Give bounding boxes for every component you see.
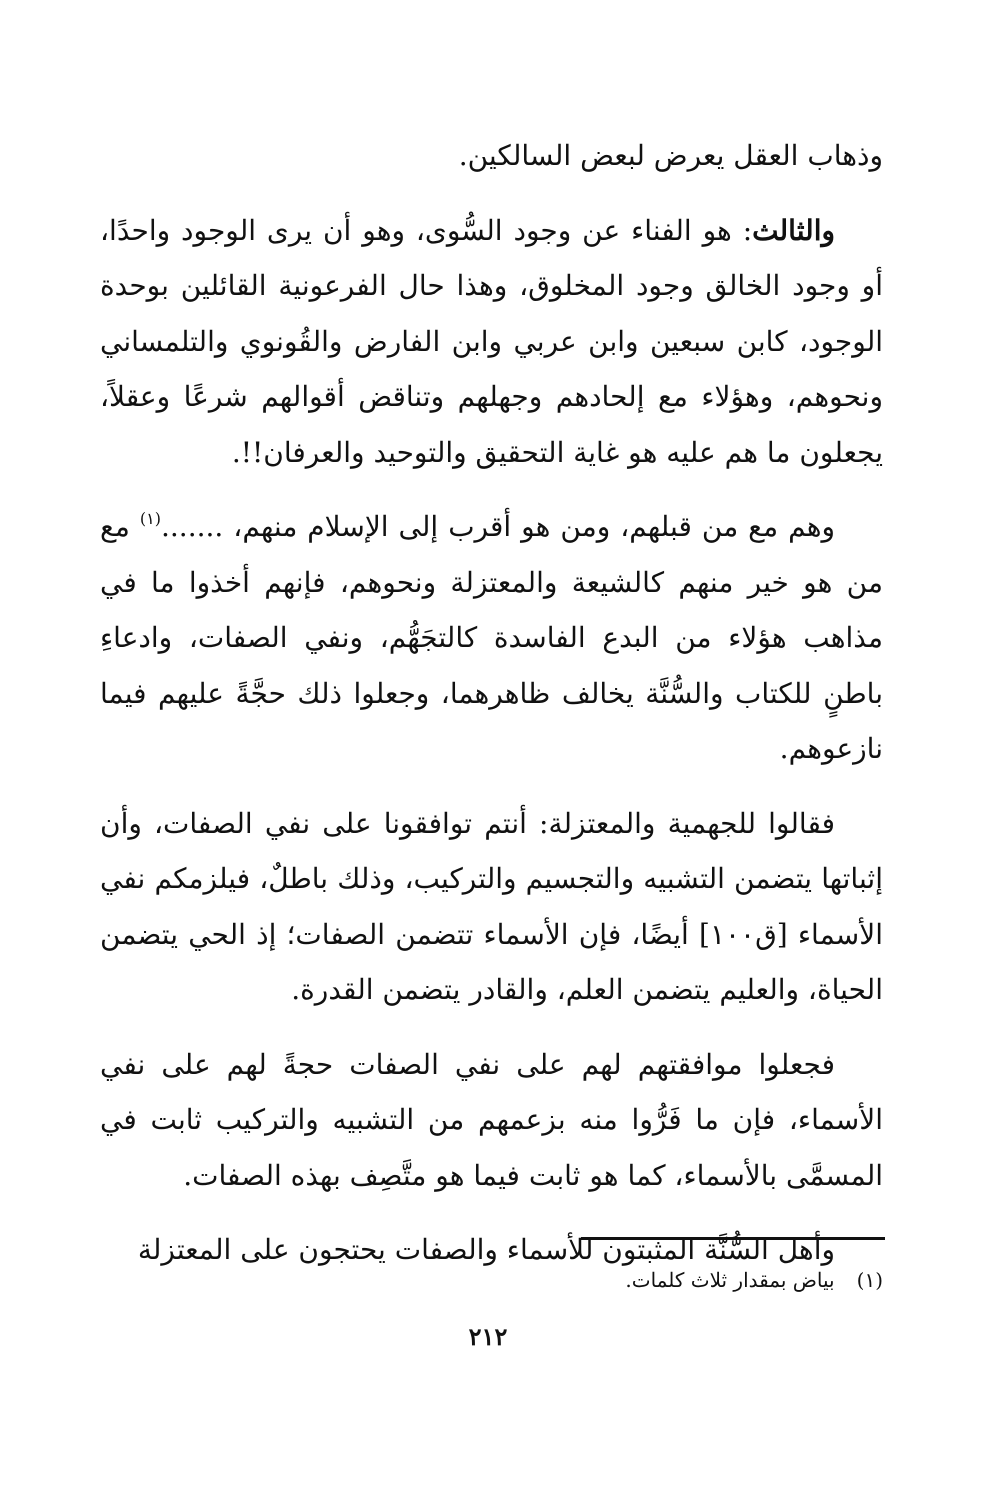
paragraph-3-rest: مع من هو خير منهم كالشيعة والمعتزلة ونحوهم، فإنهم أخذوا ما في مذاهب هؤلاء من البدع الفاسدة كالتجَهُّم، ونفي الصفات، وادعاءِ باطنٍ للكتاب والسُّنَّة يخالف ظاهرهما، وجعلوا ذلك حجَّةً عليهم فيما نازعوهم.	[100, 510, 883, 765]
footnote	[625, 1262, 883, 1298]
paragraph-2-label: والثالث	[752, 213, 835, 247]
main-text	[100, 128, 883, 1278]
paragraph-4	[100, 796, 883, 1018]
footnote-separator	[581, 1237, 885, 1240]
paragraph-4-text: فقالوا للجهمية والمعتزلة: أنتم توافقونا على نفي الصفات، وأن إثباتها يتضمن التشبيه والتجسيم والتركيب، وذلك باطلٌ، فيلزمكم نفي الأسماء [ق١٠٠] أيضًا، فإن الأسماء تتضمن الصفات؛ إذ الحي يتضمن الحياة، والعليم يتضمن العلم، والقادر يتضمن القدرة.	[100, 806, 883, 1006]
footnote-reference: (١)	[139, 509, 161, 528]
paragraph-3	[100, 499, 883, 777]
paragraph-6-text: وأهل السُّنَّة المثبتون للأسماء والصفات يحتجون على المعتزلة	[137, 1233, 835, 1266]
paragraph-5-text: فجعلوا موافقتهم لهم على نفي الصفات حجةً لهم على نفي الأسماء، فإن ما فَرُّوا منه بزعمهم من التشبيه والتركيب ثابت في المسمَّى بالأسماء، كما هو ثابت فيما هو متَّصِف بهذه الصفات.	[100, 1047, 883, 1192]
footnote-number: (١)	[856, 1268, 883, 1292]
paragraph-3-start: وهم مع من قبلهم، ومن هو أقرب إلى الإسلام منهم، .......	[161, 510, 835, 543]
paragraph-2-text: : هو الفناء عن وجود السُّوى، وهو أن يرى الوجود واحدًا، أو وجود الخالق وجود المخلوق، وهذا حال الفرعونية القائلين بوحدة الوجود، كابن سبعين وابن عربي وابن الفارض والقُونوي والتلمساني ونحوهم، وهؤلاء مع إلحادهم وجهلهم وتناقض أقوالهم شرعًا وعقلاً، يجعلون ما هم عليه هو غاية التحقيق والتوحيد والعرفان!!.	[100, 213, 883, 469]
footnote-text: بياض بمقدار ثلاث كلمات.	[625, 1268, 835, 1292]
paragraph-1	[100, 128, 883, 184]
paragraph-2	[100, 203, 883, 481]
paragraph-5	[100, 1037, 883, 1204]
page-number: ٢١٢	[468, 1322, 508, 1351]
paragraph-1-text: وذهاب العقل يعرض لبعض السالكين.	[458, 139, 883, 172]
